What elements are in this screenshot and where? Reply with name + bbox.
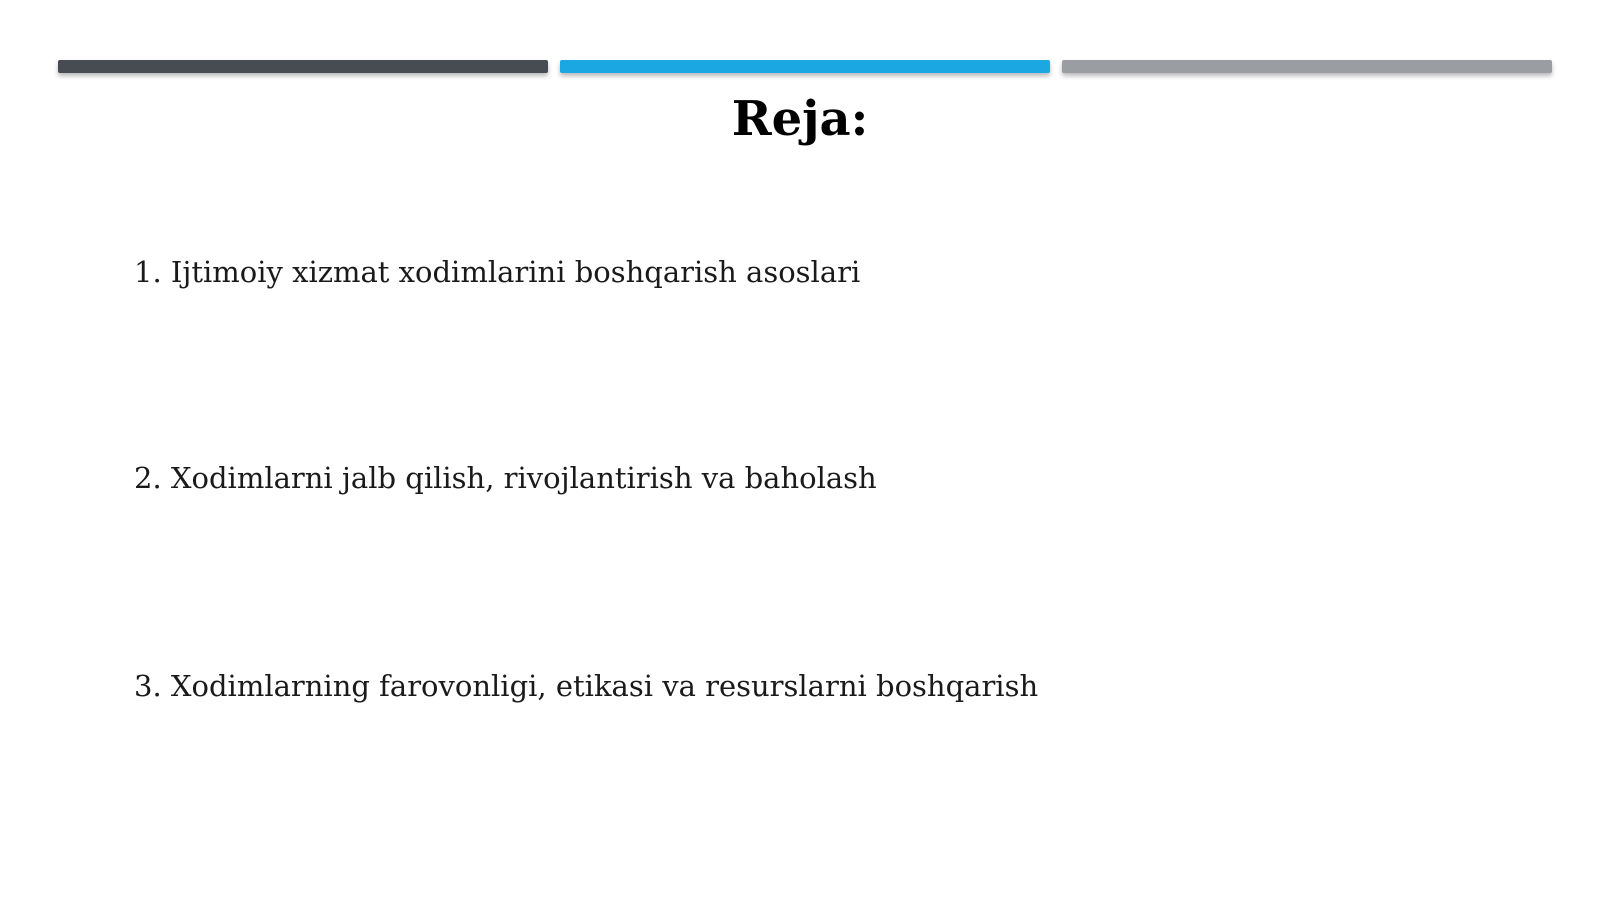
plan-item-2: 2. Xodimlarni jalb qilish, rivojlantirish va baholash <box>134 461 877 495</box>
decorative-bar-dark <box>58 60 548 73</box>
decorative-bar-blue <box>560 60 1050 73</box>
slide-title: Reja: <box>731 91 869 147</box>
plan-item-1: 1. Ijtimoiy xizmat xodimlarini boshqarish asoslari <box>134 255 861 289</box>
plan-item-3: 3. Xodimlarning farovonligi, etikasi va resurslarni boshqarish <box>134 669 1039 703</box>
decorative-bar-gray <box>1062 60 1552 73</box>
